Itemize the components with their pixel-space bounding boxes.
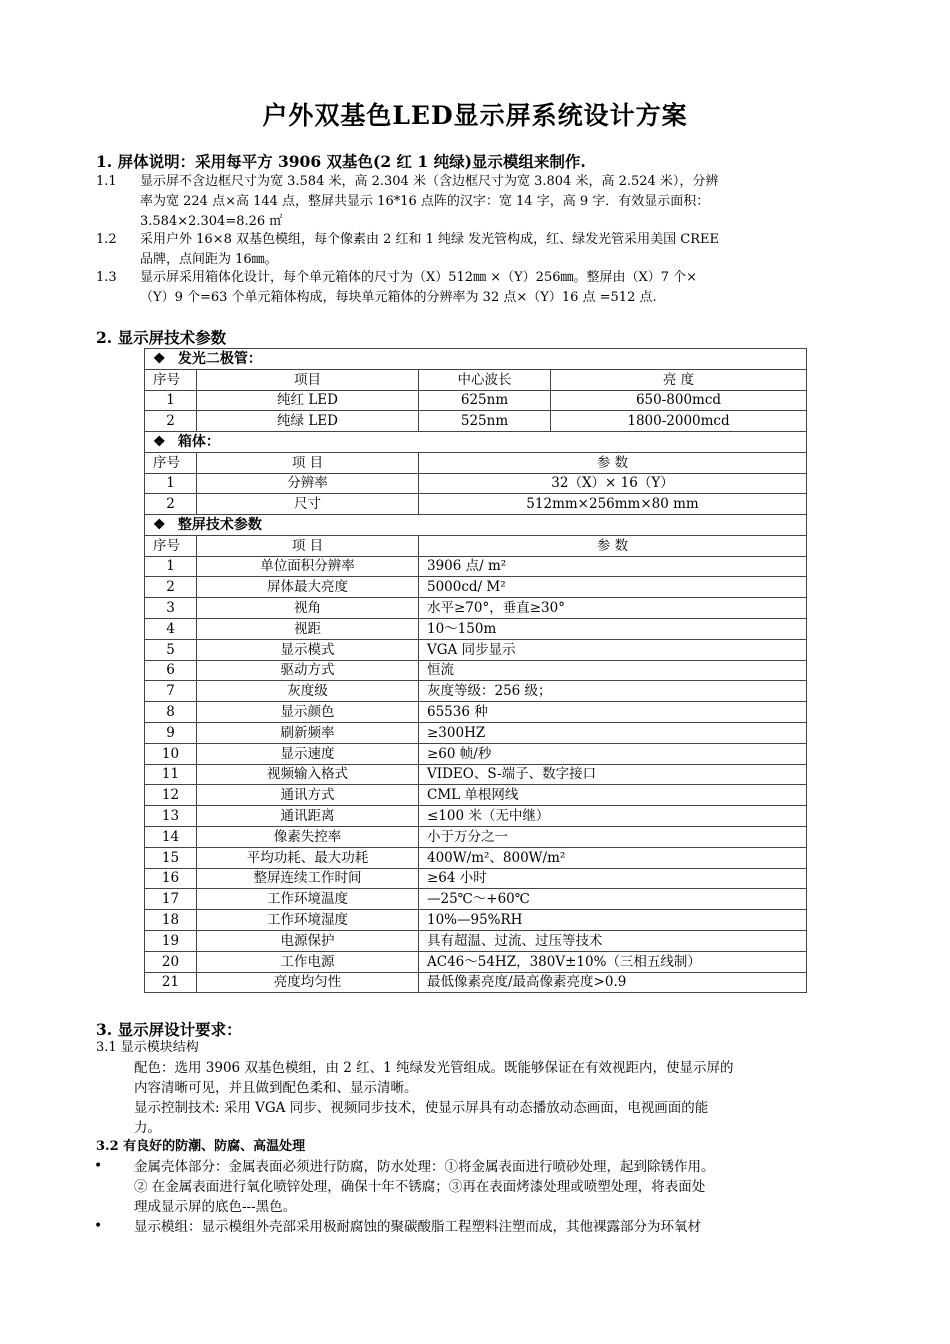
diamond-icon: ❖ bbox=[153, 350, 166, 367]
table-cell: VIDEO、S-端子、数字接口 bbox=[419, 764, 807, 785]
table-cell: 650-800mcd bbox=[551, 390, 807, 411]
table-cell: 屏体最大亮度 bbox=[197, 577, 419, 598]
table-cell: 单位面积分辨率 bbox=[197, 556, 419, 577]
table-row bbox=[145, 806, 807, 827]
document-title: 户外双基色LED显示屏系统设计方案 bbox=[262, 101, 688, 130]
table-cell: 视角 bbox=[197, 598, 419, 619]
table-cell: 5 bbox=[145, 639, 197, 660]
table-row bbox=[145, 390, 807, 411]
table-cell: 水平≥70°，垂直≥30° bbox=[419, 598, 807, 619]
header-cell: 亮 度 bbox=[551, 369, 807, 390]
table-cell: 尺寸 bbox=[197, 494, 419, 515]
para-line: ② 在金属表面进行氧化喷锌处理，确保十年不锈腐；③再在表面烤漆处理或喷塑处理，将表面处 bbox=[134, 1179, 706, 1195]
table-row bbox=[145, 722, 807, 743]
led-section-title bbox=[145, 349, 807, 370]
spec-table-box bbox=[144, 431, 807, 515]
item-number: 1.1 bbox=[96, 174, 117, 189]
table-row bbox=[145, 785, 807, 806]
table-cell: 显示模式 bbox=[197, 639, 419, 660]
section-title-text: 箱体： bbox=[177, 433, 220, 450]
table-cell: 20 bbox=[145, 951, 197, 972]
section3-heading: 3. 显示屏设计要求： bbox=[96, 1020, 242, 1039]
item-line: （Y）9 个=63 个单元箱体构成，每块单元箱体的分辨率为 32 点×（Y）16 点 =512 点. bbox=[140, 290, 657, 305]
table-cell: ≥300HZ bbox=[419, 722, 807, 743]
table-header-row bbox=[145, 452, 807, 473]
table-cell: 13 bbox=[145, 806, 197, 827]
table-row bbox=[145, 681, 807, 702]
section-row bbox=[145, 432, 807, 453]
bullet-display-module bbox=[134, 1217, 874, 1237]
table-row bbox=[145, 639, 807, 660]
table-cell: ≤100 米（无中继） bbox=[419, 806, 807, 827]
table-header-row bbox=[145, 535, 807, 556]
table-cell: 3 bbox=[145, 598, 197, 619]
table-cell: 7 bbox=[145, 681, 197, 702]
table-cell: 6 bbox=[145, 660, 197, 681]
table-cell: 工作环境湿度 bbox=[197, 910, 419, 931]
table-cell: 5000cd/ M² bbox=[419, 577, 807, 598]
table-cell: 10～150m bbox=[419, 618, 807, 639]
table-cell: 9 bbox=[145, 722, 197, 743]
table-cell: 分辨率 bbox=[197, 473, 419, 494]
header-cell: 序号 bbox=[145, 452, 197, 473]
table-row bbox=[145, 764, 807, 785]
table-cell: 刷新频率 bbox=[197, 722, 419, 743]
table-cell: 纯绿 LED bbox=[197, 411, 419, 432]
table-cell: 10 bbox=[145, 743, 197, 764]
table-cell: 灰度级 bbox=[197, 681, 419, 702]
table-cell: 11 bbox=[145, 764, 197, 785]
table-cell: 1800-2000mcd bbox=[551, 411, 807, 432]
table-cell: 19 bbox=[145, 930, 197, 951]
header-cell: 参 数 bbox=[419, 535, 807, 556]
subsection-3-2: 3.2 有良好的防潮、防腐、高温处理 bbox=[96, 1139, 306, 1154]
table-row bbox=[145, 868, 807, 889]
table-cell: 512mm×256mm×80 mm bbox=[419, 494, 807, 515]
table-cell: 2 bbox=[145, 411, 197, 432]
table-cell: 亮度均匀性 bbox=[197, 972, 419, 993]
table-row bbox=[145, 702, 807, 723]
table-cell: 工作电源 bbox=[197, 951, 419, 972]
table-cell: 恒流 bbox=[419, 660, 807, 681]
table-row bbox=[145, 972, 807, 993]
table-cell: 纯红 LED bbox=[197, 390, 419, 411]
section-row bbox=[145, 515, 807, 536]
table-cell: 视距 bbox=[197, 618, 419, 639]
table-cell: 通讯方式 bbox=[197, 785, 419, 806]
section2-heading: 2. 显示屏技术参数 bbox=[96, 328, 227, 347]
table-cell: 17 bbox=[145, 889, 197, 910]
section1-item-2 bbox=[96, 230, 866, 270]
table-cell: 显示速度 bbox=[197, 743, 419, 764]
header-cell: 中心波长 bbox=[419, 369, 551, 390]
para-line: 内容清晰可见，并且做到配色柔和、显示清晰。 bbox=[134, 1080, 418, 1096]
table-cell: 10%—95%RH bbox=[419, 910, 807, 931]
diamond-icon: ❖ bbox=[153, 433, 166, 450]
spec-table-screen bbox=[144, 514, 807, 993]
table-cell: —25℃～+60℃ bbox=[419, 889, 807, 910]
item-line: 显示屏不含边框尺寸为宽 3.584 米，高 2.304 米（含边框尺寸为宽 3.804 米，高 2.524 米），分辨 bbox=[140, 174, 719, 189]
table-cell: 525nm bbox=[419, 411, 551, 432]
table-row bbox=[145, 494, 807, 515]
table-cell: 8 bbox=[145, 702, 197, 723]
header-cell: 参 数 bbox=[419, 452, 807, 473]
header-cell: 序号 bbox=[145, 535, 197, 556]
table-cell: 65536 种 bbox=[419, 702, 807, 723]
section1-item-1 bbox=[96, 172, 866, 232]
table-cell: 平均功耗、最大功耗 bbox=[197, 847, 419, 868]
table-cell: AC46～54HZ，380V±10%（三相五线制） bbox=[419, 951, 807, 972]
screen-section-title bbox=[145, 515, 807, 536]
header-cell: 序号 bbox=[145, 369, 197, 390]
table-cell: VGA 同步显示 bbox=[419, 639, 807, 660]
table-row bbox=[145, 660, 807, 681]
bullet-metal-shell bbox=[134, 1157, 874, 1217]
table-row bbox=[145, 930, 807, 951]
table-row bbox=[145, 826, 807, 847]
table-cell: 14 bbox=[145, 826, 197, 847]
paragraph-color bbox=[134, 1058, 864, 1098]
para-line: 金属壳体部分：金属表面必须进行防腐，防水处理：①将金属表面进行喷砂处理，起到除锈作用。 bbox=[134, 1159, 715, 1175]
table-cell: 18 bbox=[145, 910, 197, 931]
section-title-text: 整屏技术参数 bbox=[177, 516, 262, 533]
spec-table bbox=[144, 348, 807, 432]
table-cell: 工作环境温度 bbox=[197, 889, 419, 910]
item-number: 1.2 bbox=[96, 232, 117, 247]
item-line: 3.584×2.304=8.26 ㎡ bbox=[140, 214, 283, 229]
para-line: 理成显示屏的底色---黑色。 bbox=[134, 1199, 297, 1215]
table-cell: 通讯距离 bbox=[197, 806, 419, 827]
table-cell: 视频输入格式 bbox=[197, 764, 419, 785]
header-cell: 项 目 bbox=[197, 452, 419, 473]
table-cell: 整屏连续工作时间 bbox=[197, 868, 419, 889]
para-line: 显示模组：显示模组外壳部采用极耐腐蚀的聚碳酸脂工程塑料注塑而成，其他裸露部分为环氧材 bbox=[134, 1219, 701, 1235]
table-cell: 32（X）× 16（Y） bbox=[419, 473, 807, 494]
table-row bbox=[145, 577, 807, 598]
para-line: 力。 bbox=[134, 1120, 161, 1136]
table-cell: 12 bbox=[145, 785, 197, 806]
bullet-icon: • bbox=[94, 1158, 103, 1174]
table-cell: 驱动方式 bbox=[197, 660, 419, 681]
item-line: 显示屏采用箱体化设计，每个单元箱体的尺寸为（X）512㎜ ×（Y）256㎜。整屏由（X）7 个× bbox=[140, 270, 698, 285]
table-cell: 625nm bbox=[419, 390, 551, 411]
table-cell: 15 bbox=[145, 847, 197, 868]
table-cell: 1 bbox=[145, 473, 197, 494]
paragraph-control bbox=[134, 1098, 864, 1138]
subsection-3-1: 3.1 显示模块结构 bbox=[96, 1040, 199, 1055]
table-row bbox=[145, 618, 807, 639]
table-row bbox=[145, 910, 807, 931]
table-row bbox=[145, 411, 807, 432]
section1-heading: 1. 屏体说明：采用每平方 3906 双基色(2 红 1 纯绿)显示模组来制作. bbox=[96, 152, 586, 171]
item-line: 率为宽 224 点×高 144 点，整屏共显示 16*16 点阵的汉字：宽 14 字，高 9 字．有效显示面积： bbox=[140, 194, 710, 209]
item-line: 采用户外 16×8 双基色模组，每个像素由 2 红和 1 纯绿 发光管构成，红、绿发光管采用美国 CREE bbox=[140, 232, 720, 247]
table-row bbox=[145, 473, 807, 494]
table-row bbox=[145, 743, 807, 764]
table-cell: 21 bbox=[145, 972, 197, 993]
table-row bbox=[145, 598, 807, 619]
table-cell: ≥60 帧/秒 bbox=[419, 743, 807, 764]
table-cell: 16 bbox=[145, 868, 197, 889]
header-cell: 项目 bbox=[197, 369, 419, 390]
table-cell: 电源保护 bbox=[197, 930, 419, 951]
header-cell: 项 目 bbox=[197, 535, 419, 556]
table-cell: 1 bbox=[145, 390, 197, 411]
table-cell: 2 bbox=[145, 577, 197, 598]
table-row bbox=[145, 847, 807, 868]
table-header-row bbox=[145, 369, 807, 390]
table-cell: 2 bbox=[145, 494, 197, 515]
table-row bbox=[145, 951, 807, 972]
table-cell: 最低像素亮度/最高像素亮度>0.9 bbox=[419, 972, 807, 993]
table-cell: 4 bbox=[145, 618, 197, 639]
table-cell: 1 bbox=[145, 556, 197, 577]
table-row bbox=[145, 889, 807, 910]
bullet-icon: • bbox=[94, 1218, 103, 1234]
item-line: 品牌，点间距为 16㎜。 bbox=[140, 252, 278, 267]
table-cell: 灰度等级：256 级； bbox=[419, 681, 807, 702]
table-row bbox=[145, 556, 807, 577]
item-number: 1.3 bbox=[96, 270, 117, 285]
box-section-title bbox=[145, 432, 807, 453]
para-line: 配色：选用 3906 双基色模组，由 2 红、1 纯绿发光管组成。既能够保证在有效视距内，使显示屏的 bbox=[134, 1060, 734, 1076]
table-cell: 3906 点/ m² bbox=[419, 556, 807, 577]
section-title-text: 发光二极管： bbox=[177, 350, 262, 367]
table-cell: 显示颜色 bbox=[197, 702, 419, 723]
table-cell: CML 单根网线 bbox=[419, 785, 807, 806]
table-cell: 400W/m²、800W/m² bbox=[419, 847, 807, 868]
section1-item-3 bbox=[96, 268, 866, 308]
section-row bbox=[145, 349, 807, 370]
table-cell: 小于万分之一 bbox=[419, 826, 807, 847]
table-cell: 具有超温、过流、过压等技术 bbox=[419, 930, 807, 951]
diamond-icon: ❖ bbox=[153, 516, 166, 533]
para-line: 显示控制技术: 采用 VGA 同步、视频同步技术，使显示屏具有动态播放动态画面，电视画面的能 bbox=[134, 1100, 709, 1116]
table-cell: ≥64 小时 bbox=[419, 868, 807, 889]
table-cell: 像素失控率 bbox=[197, 826, 419, 847]
